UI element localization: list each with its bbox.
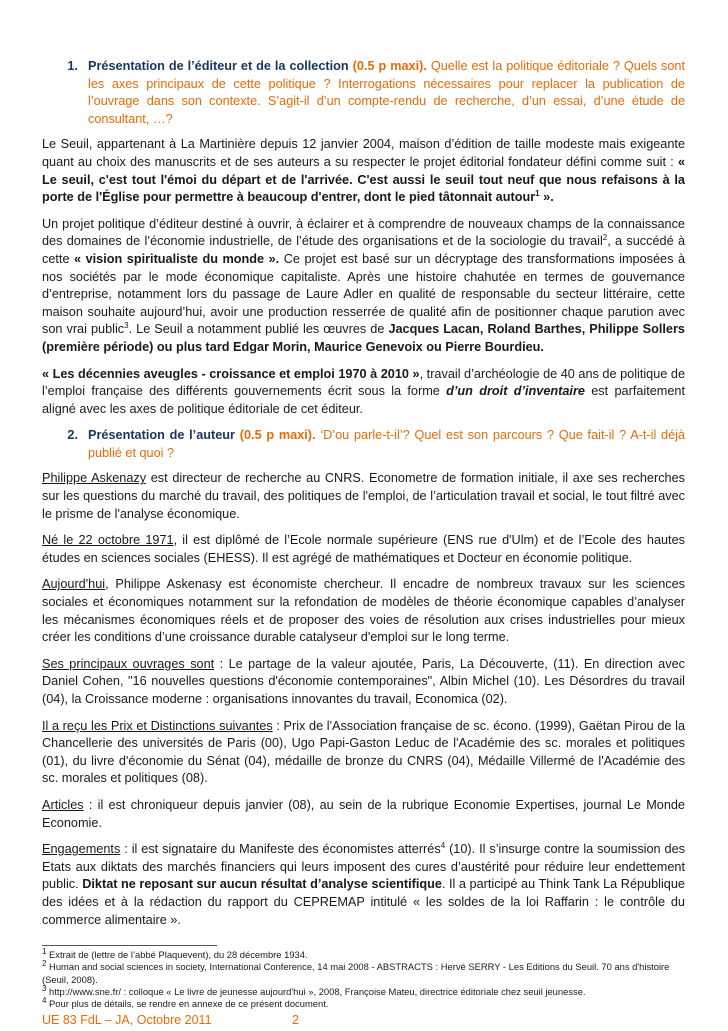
vision-phrase: « vision spiritualiste du monde ».	[74, 251, 280, 266]
footer-course: UE 83 FdL – JA, Octobre 2011	[42, 1013, 212, 1028]
prizes-label: Il a reçu les Prix et Distinctions suivantes	[42, 718, 273, 733]
section-2-title: Présentation de l’auteur	[88, 428, 235, 443]
paragraph-seuil	[42, 136, 685, 206]
paragraph-bio-intro: Philippe Askenazy est directeur de recherche au CNRS. Econometre de formation initiale, il axe ses recherches sur les questions du marché du travail, des politiques de l'emploi, de l’articulation travail et social, le tout filtré avec le prisme de l'analyse économique.	[42, 471, 685, 521]
engagements-label: Engagements	[42, 842, 121, 857]
section-2-text	[88, 427, 685, 462]
list-number: 1.	[67, 59, 78, 73]
paragraph-birth: Né le 22 octobre 1971, il est diplômé de l’Ecole normale supérieure (ENS rue d'Ulm) et de l’Ecole des hautes études en sciences sociales (EHESS). Il est agrégé de mathématiques et Docteur en économie politique.	[42, 533, 685, 565]
section-1-heading	[42, 58, 685, 128]
diktat-phrase: Diktat ne reposant sur aucun résultat d’analyse scientifique	[82, 877, 442, 892]
book-title: « Les décennies aveugles - croissance et emploi 1970 à 2010 »	[42, 366, 420, 381]
section-2-points: (0.5 p maxi).	[239, 428, 316, 443]
paragraph-articles: Articles : il est chroniqueur depuis janvier (08), au sein de la rubrique Economie Expertises, journal Le Monde Economie.	[42, 797, 685, 830]
footnote-1: $^1$ Extrait de (lettre de l’abbé Plaquevent), du 28 décembre 1934.	[42, 947, 308, 961]
today-label: Aujourd'hui	[42, 577, 106, 592]
seuil-quote: « Le seuil, c'est tout l'émoi du départ et de l'arrivée. C'est aussi le seuil tout neuf que nous refaisons à la porte de l'Église pour permettre à beaucoup d'entrer, dont le pied tâtonnait autour$^1$ ».	[42, 154, 685, 205]
section-1-points: (0.5 p maxi).	[352, 59, 427, 73]
paragraph-today: Aujourd'hui, Philippe Askenasy est économiste chercheur. Il encadre de nombreux travaux sur les sciences sociales et économiques notamment sur la refondation de modèles de théorie économique capables d’analyser les mécanismes économiques réels et de proposer des voies de résolution aux crises industrielles pour mieux créer les conditions d’une croissance durable catalyseur d'emploi sur le long terme.	[42, 577, 685, 645]
document-page	[42, 58, 685, 1027]
paragraph-prizes: Il a reçu les Prix et Distinctions suivantes : Prix de l'Association française de sc. écono. (1999), Gaëtan Pirou de la Chancellerie des universités de Paris (00), Ugo Papi-Gaston Leduc de l'Académie des sc. morales et politiques (01), du livre d'économie du Sénat (04), médaille de bronze du CNRS (04), Médaille Villermé de l'Académie des sc. morales et politiques (08).	[42, 718, 685, 786]
footnote-ref-4[interactable]: 4	[440, 840, 446, 850]
paragraph-projet: Un projet politique d’éditeur destiné à ouvrir, à éclairer et à comprendre de nouveaux champs de la connaissance des domaines de l’économie industrielle, de l’étude des organisations et de la sociologie du travail$^2$, a succédé à cette « vision spiritualiste du monde ». Ce projet est basé sur un décryptage des transformations imposées à nos sociétés par le mode économique capitaliste. Après une histoire chahutée en termes de gouvernance d’entreprise, notamment lors du passage de Laure Adler en qualité de responsable du secteur littéraire, cette maison souhaite aujourd’hui, avoir une production resserrée de qualité afin de positionner chaque parution avec son vrai public$^3$. Le Seuil a notamment publié les œuvres de Jacques Lacan, Roland Barthes, Philippe Sollers (première période) ou plus tard Edgar Morin, Maurice Genevoix ou Pierre Bourdieu.	[42, 216, 686, 354]
articles-label: Articles	[42, 797, 84, 812]
section-1-question: Quelle est la politique éditoriale ? Quels sont les axes principaux de cette politique ? Interrogations nécessaires pour replacer la publication de l’ouvrage dans son contexte. S’agit-il d’un compte-rendu de recherche, d’un essai, d’une étude de consultant, …?	[88, 59, 685, 126]
seuil-intro: Le Seuil, appartenant à La Martinière depuis 12 janvier 2004, maison d’édition de taille modeste mais exigeante quant au choix des manuscrits et de ses auteurs a su respecter le projet éditorial fondateur défini comme suit :	[42, 137, 685, 169]
paragraph-decennies: « Les décennies aveugles - croissance et emploi 1970 à 2010 », travail d’archéologie de 40 ans de politique de l’emploi française des différents gouvernements écrit sous la forme d’un droit d’inventaire est parfaitement aligné avec les axes de politique éditoriale de cet éditeur.	[42, 366, 686, 416]
author-name: Philippe Askenazy	[42, 471, 147, 486]
section-2-heading	[42, 427, 685, 462]
footnotes	[42, 949, 685, 1010]
footnote-separator	[42, 945, 217, 946]
birth-label: Né le 22 octobre 1971	[42, 533, 174, 548]
footnote-4: $^4$ Pour plus de détails, se rendre en annexe de ce présent document.	[42, 995, 329, 1009]
footnote-3: $^3$ http://www.sne.fr/ : colloque « Le livre de jeunesse aujourd'hui », 2008, Françoise Mateu, directrice éditoriale chez seuil jeunesse.	[42, 983, 586, 997]
footnote-2: $^2$ Human and social sciences in society, International Conference, 14 mai 2008 - ABSTRACTS : Hervé SERRY - Les Editions du Seuil. 70 ans d'histoire (Seuil, 2008).	[42, 959, 670, 985]
inventory-phrase: d’un droit d’inventaire	[446, 384, 585, 399]
page-number: 2	[292, 1013, 299, 1028]
authors-list: Jacques Lacan, Roland Barthes, Philippe Sollers (première période) ou plus tard Edgar Morin, Maurice Genevoix ou Pierre Bourdieu.	[42, 322, 685, 354]
footnote-ref-3[interactable]: 3	[124, 321, 129, 331]
footnote-ref-2[interactable]: 2	[602, 233, 608, 243]
works-label: Ses principaux ouvrages sont	[42, 656, 215, 671]
section-1-title: Présentation de l’éditeur et de la collection	[88, 59, 349, 73]
list-number: 2.	[67, 428, 78, 443]
page-footer	[42, 1013, 685, 1027]
section-2-question: ‘D’ou parle-t-il’? Quel est son parcours ? Que fait-il ? A-t-il déjà publié et quoi ?	[88, 428, 686, 460]
paragraph-works: Ses principaux ouvrages sont : Le partage de la valeur ajoutée, Paris, La Découverte, (11). En direction avec Daniel Cohen, "16 nouvelles questions d'économie contemporaines", Albin Michel (10). Les Désordres du travail (04), la Croissance moderne : organisations innovantes du travail, Economica (02).	[42, 656, 685, 706]
section-1-text	[88, 58, 685, 128]
footnote-ref-1[interactable]: 1	[535, 188, 540, 198]
paragraph-engagements: Engagements : il est signataire du Manifeste des économistes atterrés$^4$ (10). Il s’insurge contre la soumission des Etats aux diktats des marchés financiers qui leurs imposent des cures d’austérité pour réduire leur endettement public. Diktat ne reposant sur aucun résultat d’analyse scientifique. Il a participé au Think Tank La République des idées et à la rédaction du rapport du CEPREMAP intitulé « les soldes de la loi Raffarin : le contrôle du commerce alimentaire ».	[42, 840, 685, 927]
